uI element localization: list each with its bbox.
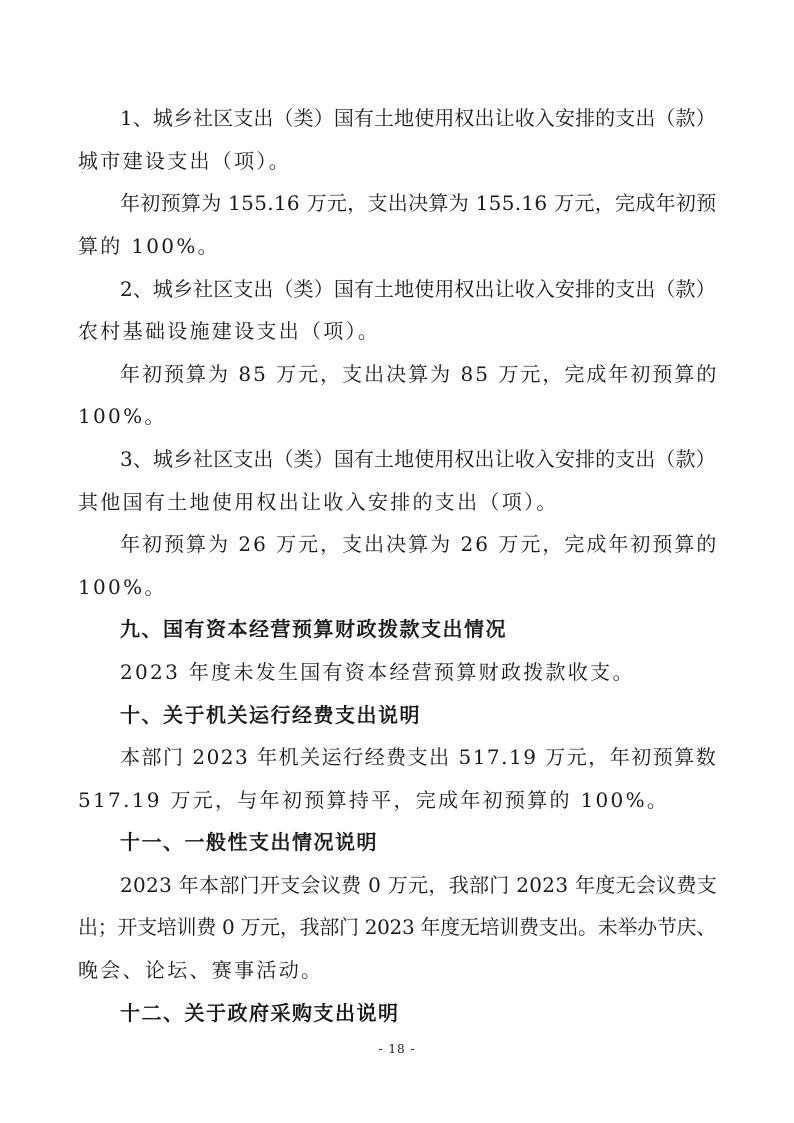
section-11-line-2: 出；开支培训费 0 万元，我部门 2023 年度无培训费支出。未举办节庆、 (78, 915, 716, 939)
paragraph-6-line-2: 100%。 (78, 575, 167, 599)
paragraph-5-line-1: 3、城乡社区支出（类）国有土地使用权出让收入安排的支出（款） (120, 447, 716, 471)
paragraph-2-line-1: 年初预算为 155.16 万元，支出决算为 155.16 万元，完成年初预 (120, 191, 717, 215)
section-heading-12: 十二、关于政府采购支出说明 (120, 1001, 400, 1025)
paragraph-4-line-2: 100%。 (78, 404, 167, 428)
section-heading-9: 九、国有资本经营预算财政拨款支出情况 (120, 617, 507, 641)
paragraph-4-line-1: 年初预算为 85 万元，支出决算为 85 万元，完成年初预算的 (120, 362, 719, 386)
paragraph-1-line-2: 城市建设支出（项）。 (78, 149, 291, 173)
page-number: - 18 - (378, 1042, 416, 1056)
section-heading-10: 十、关于机关运行经费支出说明 (120, 703, 421, 727)
section-11-line-3: 晚会、论坛、赛事活动。 (78, 958, 324, 982)
section-9-line-1: 2023 年度未发生国有资本经营预算财政拨款收支。 (120, 660, 635, 684)
paragraph-2-line-2: 算的 100%。 (78, 234, 220, 258)
paragraph-6-line-1: 年初预算为 26 万元，支出决算为 26 万元，完成年初预算的 (120, 532, 719, 556)
paragraph-3-line-2: 农村基础设施建设支出（项）。 (78, 319, 381, 343)
paragraph-1-line-1: 1、城乡社区支出（类）国有土地使用权出让收入安排的支出（款） (120, 106, 716, 130)
paragraph-5-line-2: 其他国有土地使用权出让收入安排的支出（项）。 (78, 490, 559, 514)
paragraph-3-line-1: 2、城乡社区支出（类）国有土地使用权出让收入安排的支出（款） (120, 277, 716, 301)
section-11-line-1: 2023 年本部门开支会议费 0 万元，我部门 2023 年度无会议费支 (120, 873, 718, 897)
section-10-line-2: 517.19 万元，与年初预算持平，完成年初预算的 100%。 (78, 788, 670, 812)
section-10-line-1: 本部门 2023 年机关运行经费支出 517.19 万元，年初预算数 (120, 745, 718, 769)
section-heading-11: 十一、一般性支出情况说明 (120, 830, 378, 854)
